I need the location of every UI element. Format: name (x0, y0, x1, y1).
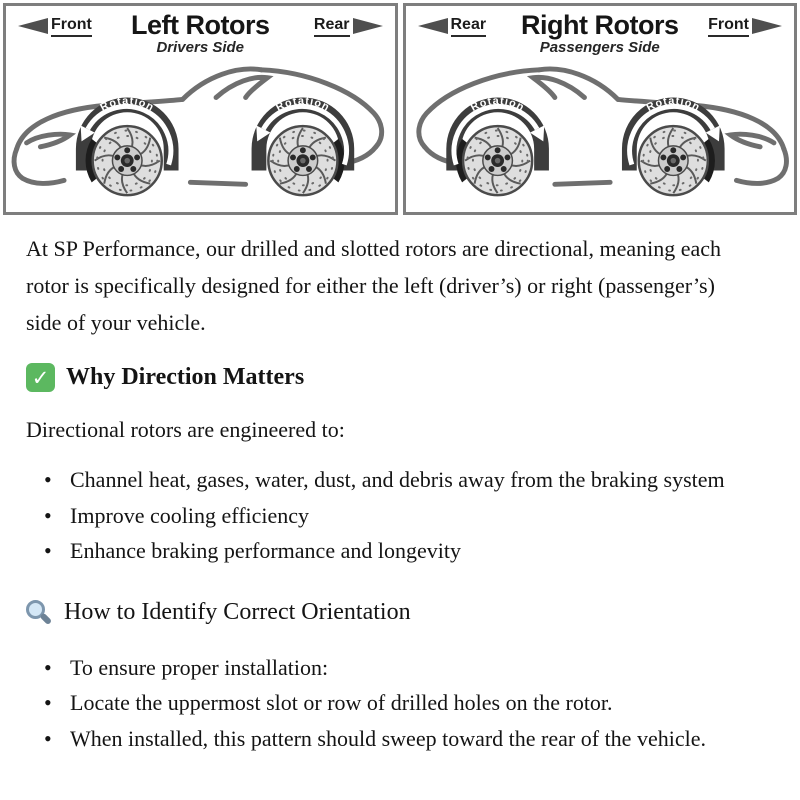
right-panel-header (406, 6, 795, 58)
benefit-text: Enhance braking performance and longevity (70, 538, 461, 563)
install-item (44, 685, 748, 721)
install-text: To ensure proper installation: (70, 654, 329, 680)
car-illustration-right (406, 58, 795, 208)
right-arrow-icon (353, 18, 383, 34)
why-direction-heading-row (26, 363, 748, 392)
panel-title: Left Rotors (131, 10, 270, 40)
article-body (0, 215, 774, 756)
install-list (44, 650, 748, 757)
rotation-label: Rotation (273, 94, 332, 114)
panel-subtitle: Passengers Side (539, 39, 660, 57)
left-rotors-panel (3, 3, 398, 215)
rotation-label: Rotation (468, 94, 527, 114)
direction-label-text: Rear (451, 16, 487, 37)
front-direction-label (18, 16, 92, 37)
magnifier-handle (40, 613, 52, 625)
bullet-marker: • (44, 538, 52, 563)
benefit-text: Channel heat, gases, water, dust, and debris away from the braking system (70, 467, 725, 492)
rotation-label: Rotation (98, 94, 157, 114)
check-icon: ✓ (26, 363, 55, 392)
bullet-marker: • (44, 690, 52, 715)
bullet-marker: • (44, 467, 52, 492)
benefit-item (44, 498, 748, 534)
why-direction-heading: Why Direction Matters (66, 364, 305, 390)
left-panel-header (6, 6, 395, 58)
car-illustration-left (6, 58, 395, 208)
install-item (44, 650, 748, 686)
install-text: Locate the uppermost slot or row of drilled holes on the rotor. (70, 690, 613, 715)
bullet-marker: • (44, 502, 52, 528)
direction-label-text: Front (51, 16, 92, 37)
right-arrow-icon (752, 18, 782, 34)
panel-title: Right Rotors (521, 10, 679, 40)
panel-subtitle: Drivers Side (156, 39, 245, 57)
right-rotors-panel (403, 3, 798, 215)
rear-direction-label (418, 16, 487, 37)
engineered-lead: Directional rotors are engineered to: (26, 417, 345, 442)
identify-heading: How to Identify Correct Orientation (64, 598, 411, 625)
rotor-direction-diagram (0, 0, 800, 215)
direction-label-text: Rear (314, 16, 350, 37)
magnifier-icon (26, 599, 53, 626)
intro-paragraph: At SP Performance, our drilled and slotted rotors are directional, meaning each rotor is specifically designed for either the left (driver’s) or right (passenger’s) side of your vehicle. (26, 236, 722, 335)
benefit-list (44, 462, 748, 569)
bullet-marker: • (44, 725, 52, 751)
benefit-item (44, 533, 748, 569)
front-direction-label (708, 16, 782, 37)
rotation-label: Rotation (643, 94, 702, 114)
install-text: When installed, this pattern should sweep toward the rear of the vehicle. (70, 725, 706, 751)
bullet-marker: • (44, 654, 52, 680)
install-item (44, 721, 748, 757)
benefit-item (44, 462, 748, 498)
direction-label-text: Front (708, 16, 749, 37)
left-arrow-icon (418, 18, 448, 34)
rear-direction-label (314, 16, 383, 37)
benefit-text: Improve cooling efficiency (70, 502, 310, 528)
left-arrow-icon (18, 18, 48, 34)
identify-heading-row (26, 599, 748, 626)
